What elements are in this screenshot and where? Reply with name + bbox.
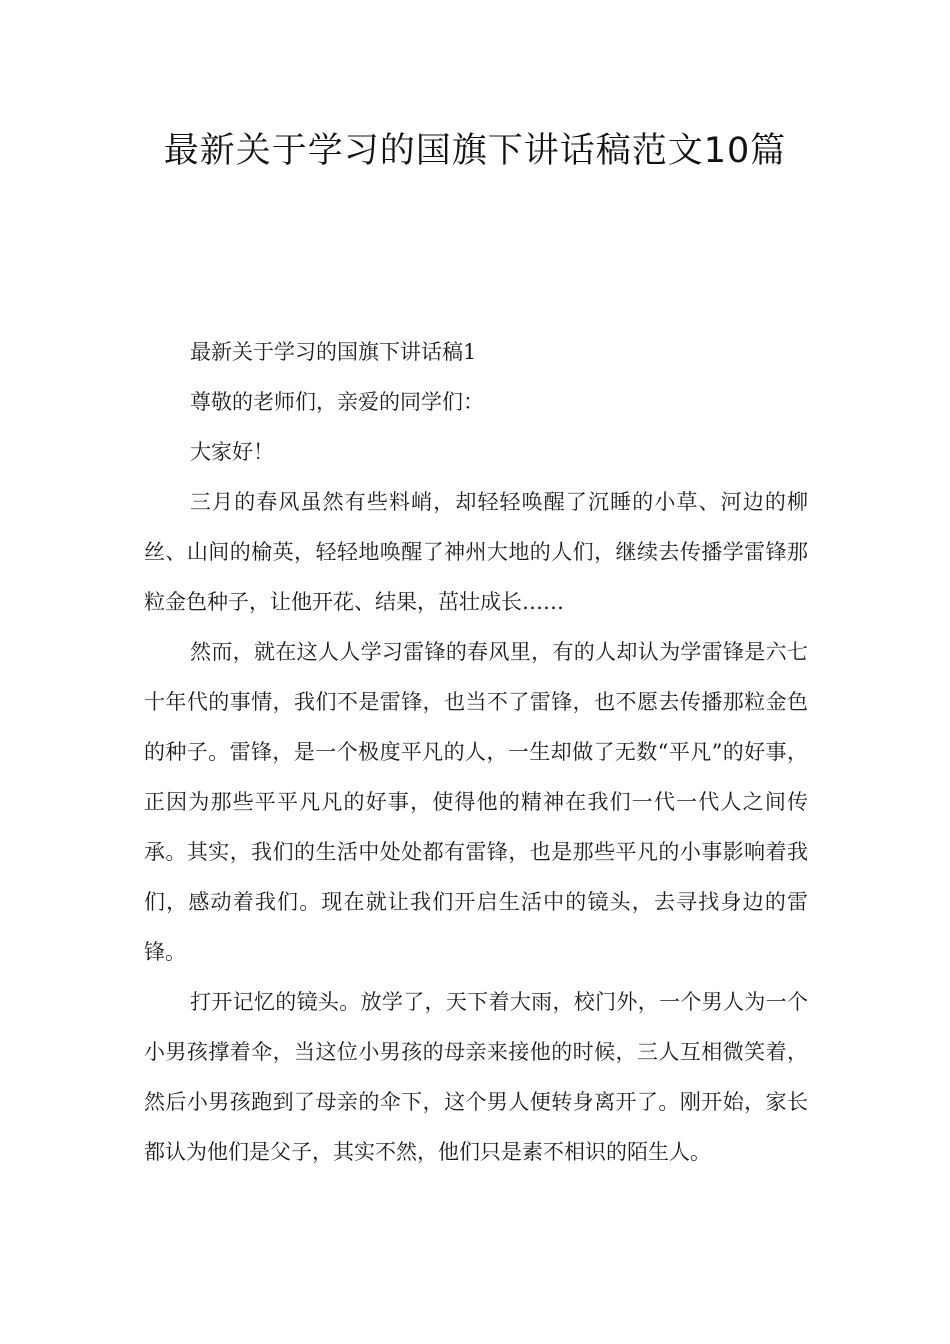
body-paragraph: 打开记忆的镜头。放学了，天下着大雨，校门外，一个男人为一个小男孩撑着伞，当这位小男孩的母亲来接他的时候，三人互相微笑着，然后小男孩跑到了母亲的伞下，这个男人便转身离开了。刚开始，家长都认为他们是父子，其实不然，他们只是素不相识的陌生人。	[144, 990, 808, 1164]
body-paragraph: 三月的春风虽然有些料峭，却轻轻唤醒了沉睡的小草、河边的柳丝、山间的榆英，轻轻地唤醒了神州大地的人们，继续去传播学雷锋那粒金色种子，让他开花、结果，茁壮成长……	[144, 490, 808, 614]
salutation: 尊敬的老师们，亲爱的同学们：	[190, 390, 484, 414]
section-heading: 最新关于学习的国旗下讲话稿1	[190, 340, 477, 364]
body-paragraph: 然而，就在这人人学习雷锋的春风里，有的人却认为学雷锋是六七十年代的事情，我们不是雷锋，也当不了雷锋，也不愿去传播那粒金色的种子。雷锋，是一个极度平凡的人，一生却做了无数“平凡”的好事，正因为那些平平凡凡的好事，使得他的精神在我们一代一代人之间传承。其实，我们的生活中处处都有雷锋，也是那些平凡的小事影响着我们，感动着我们。现在就让我们开启生活中的镜头，去寻找身边的雷锋。	[144, 640, 808, 964]
greeting: 大家好！	[190, 440, 274, 464]
document-title: 最新关于学习的国旗下讲话稿范文10篇	[163, 131, 787, 171]
document-body	[144, 327, 808, 1177]
